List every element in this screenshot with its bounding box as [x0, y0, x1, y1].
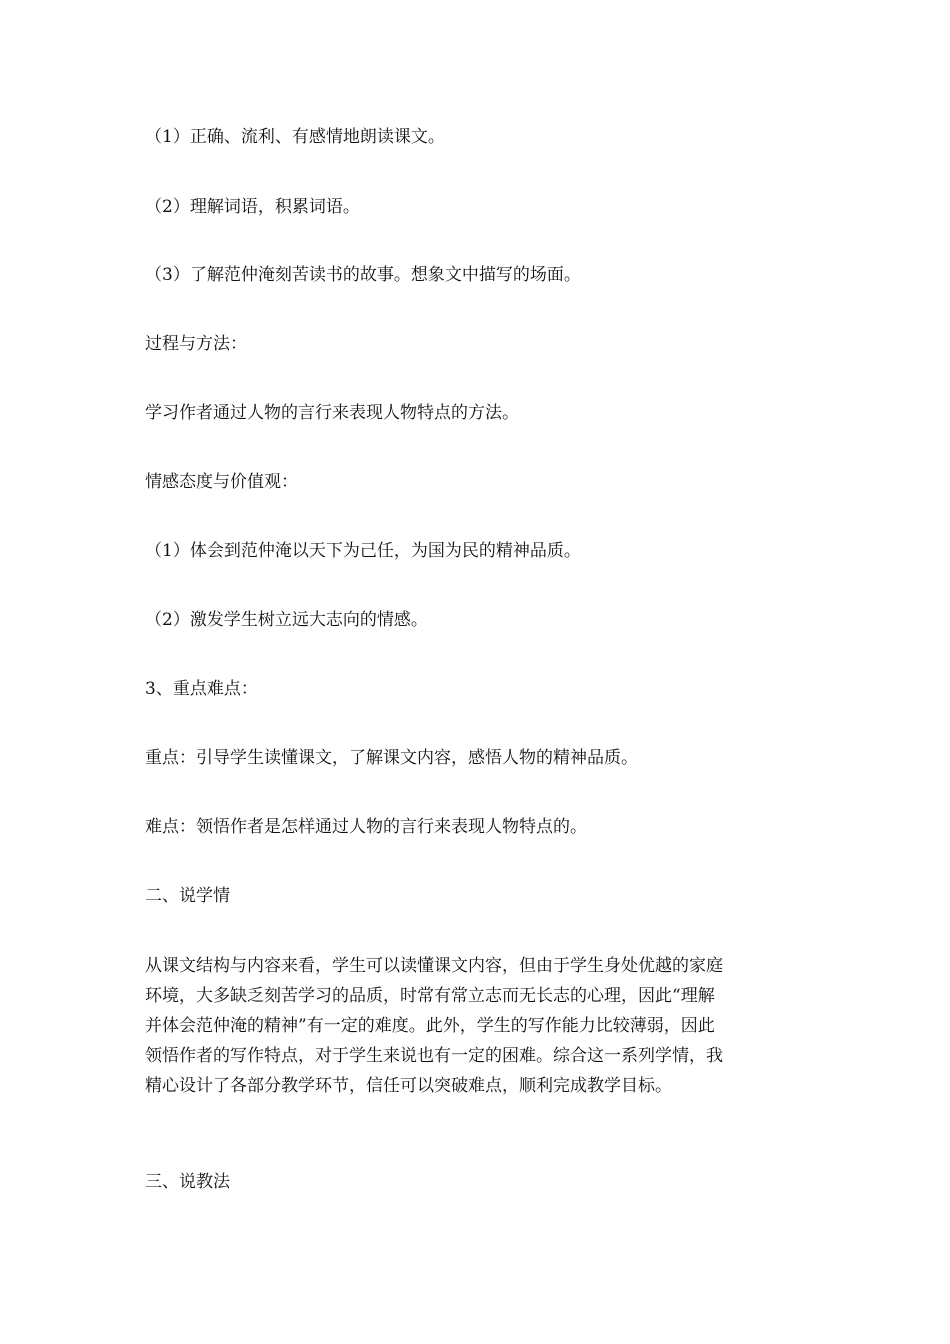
- emotion-item-2: （2）激发学生树立远大志向的情感。: [145, 610, 428, 630]
- paragraph-line: 领悟作者的写作特点，对于学生来说也有一定的困难。综合这一系列学情，我: [145, 1046, 723, 1066]
- objective-item-3: （3）了解范仲淹刻苦读书的故事。想象文中描写的场面。: [145, 265, 581, 285]
- objective-item-1: （1）正确、流利、有感情地朗读课文。: [145, 127, 445, 147]
- student-situation-paragraph: [145, 951, 805, 1101]
- paragraph-line: 从课文结构与内容来看，学生可以读懂课文内容，但由于学生身处优越的家庭: [145, 956, 723, 976]
- key-point-text: 重点：引导学生读懂课文，了解课文内容，感悟人物的精神品质。: [145, 748, 638, 768]
- paragraph-line: 并体会范仲淹的精神”有一定的难度。此外，学生的写作能力比较薄弱，因此: [145, 1016, 715, 1036]
- paragraph-line: 精心设计了各部分教学环节，信任可以突破难点，顺利完成教学目标。: [145, 1076, 672, 1096]
- emotion-item-1: （1）体会到范仲淹以天下为己任，为国为民的精神品质。: [145, 541, 581, 561]
- section-heading-teaching-method: 三、说教法: [145, 1172, 230, 1192]
- process-method-text: 学习作者通过人物的言行来表现人物特点的方法。: [145, 403, 519, 423]
- section-heading-student-situation: 二、说学情: [145, 886, 230, 906]
- difficulty-text: 难点：领悟作者是怎样通过人物的言行来表现人物特点的。: [145, 817, 587, 837]
- section-heading-process-method: 过程与方法：: [145, 334, 247, 354]
- section-heading-emotion-values: 情感态度与价值观：: [145, 472, 298, 492]
- paragraph-line: 环境，大多缺乏刻苦学习的品质，时常有常立志而无长志的心理，因此“理解: [145, 986, 715, 1006]
- objective-item-2: （2）理解词语，积累词语。: [145, 197, 360, 217]
- section-heading-key-points: 3、重点难点：: [145, 679, 258, 699]
